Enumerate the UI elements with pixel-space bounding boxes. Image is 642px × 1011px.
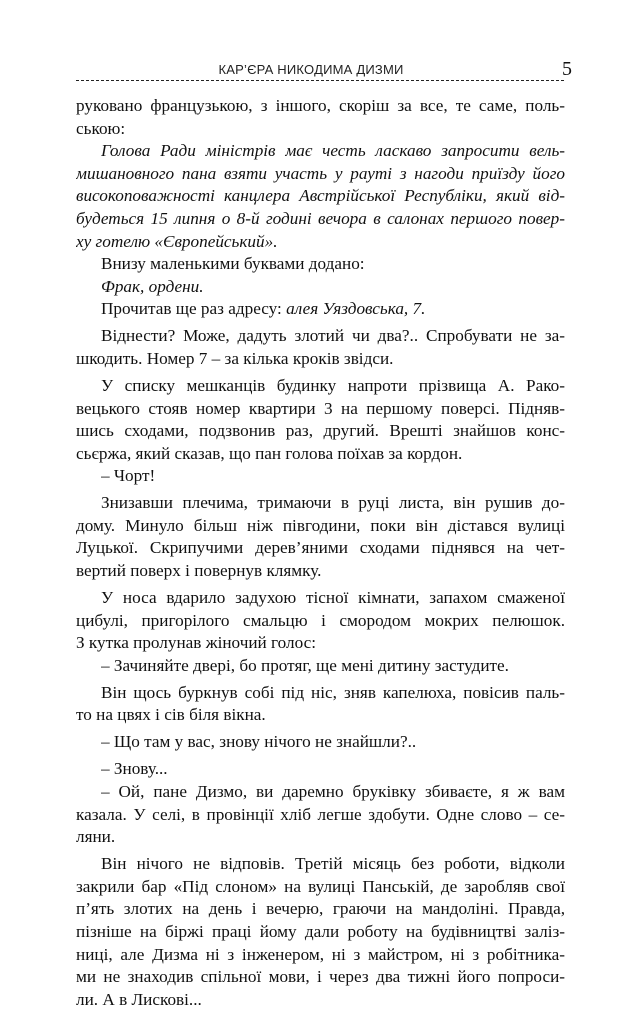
- text-line: вертий поверх і повернув клямку.: [76, 561, 322, 581]
- header-dashed-rule: [76, 80, 564, 81]
- text-line: [101, 298, 565, 321]
- text-line: Голова Ради міністрів має честь ласкаво запросити вель-: [101, 141, 565, 161]
- text-line: – Знову...: [101, 759, 168, 779]
- text-line: пізніше на біржі праці йому дали роботу на будівництві заліз-: [76, 921, 565, 941]
- text-span: Прочитав ще раз адресу:: [101, 299, 287, 319]
- running-header: [76, 60, 576, 82]
- text-line: Знизавши плечима, тримаючи в руці листа, він рушив до-: [101, 493, 565, 513]
- text-line: шись сходами, подзвонив раз, другий. Врешті знайшов конс-: [76, 421, 565, 441]
- text-line: – Чорт!: [101, 466, 156, 486]
- text-line: високоповажності канцлера Австрійської Республіки, який від-: [76, 186, 565, 206]
- text-line: Він нічого не відповів. Третій місяць без роботи, відколи: [101, 854, 565, 874]
- text-line: дому. Минуло більш ніж півгодини, поки він дістався вулиці: [76, 515, 565, 535]
- text-line: шкодить. Номер 7 – за кілька кроків звідси.: [76, 348, 394, 368]
- text-line: ською:: [76, 118, 126, 138]
- text-line: мишановного пана взяти участь у рауті з нагоди приїзду його: [76, 163, 565, 183]
- text-line: – Зачиняйте двері, бо протяг, ще мені дитину застудите.: [101, 655, 509, 675]
- text-line: ли. А в Лискові...: [76, 989, 202, 1009]
- text-line: сьєржа, який сказав, що пан голова поїхав за кордон.: [76, 443, 463, 463]
- text-line: Луцької. Скрипучими дерев’яними сходами піднявся на чет-: [76, 538, 565, 558]
- text-line: то на цвях і сів біля вікна.: [76, 705, 266, 725]
- text-line: руковано французькою, з іншого, скоріш за все, те саме, поль-: [76, 96, 565, 115]
- text-line: казала. У селі, в провінції хліб легше здобути. Одне слово – се-: [76, 804, 565, 824]
- text-line: Він щось буркнув собі під ніс, зняв капелюха, повісив паль-: [101, 682, 565, 702]
- page-number: 5: [562, 58, 572, 80]
- text-line: вецького стояв номер квартири 3 на першому поверсі. Підняв-: [76, 398, 565, 418]
- running-title: КАР’ЄРА НИКОДИМА ДИЗМИ: [218, 62, 404, 77]
- text-line: – Що там у вас, знову нічого не знайшли?..: [101, 732, 417, 752]
- text-line: закрили бар «Під слоном» на вулиці Панській, де заробляв свої: [76, 876, 565, 896]
- text-line: З кутка пролунав жіночий голос:: [76, 633, 317, 653]
- text-line: У списку мешканців будинку напроти прізвища А. Рако-: [101, 375, 565, 395]
- italic-span: алея Уяздовська, 7.: [286, 299, 426, 319]
- text-line: ху готелю «Європейський».: [76, 231, 278, 251]
- text-line: цибулі, пригорілого смальцю і смородом мокрих пелюшок.: [76, 610, 565, 630]
- text-line: Віднести? Може, дадуть злотий чи два?.. Спробувати не за-: [101, 326, 565, 346]
- text-line: У носа вдарило задухою тісної кімнати, запахом смаженої: [101, 588, 565, 608]
- text-line: будеться 15 липня о 8-й годині вечора в салонах першого повер-: [76, 208, 565, 228]
- text-line: ниці, але Дизма ні з інженером, ні з майстром, ні з робітника-: [76, 944, 565, 964]
- body-text: [76, 95, 565, 1011]
- text-line: ляни.: [76, 827, 116, 847]
- text-line: п’ять злотих на день і вечерю, граючи на мандоліні. Правда,: [76, 899, 565, 919]
- text-line: Внизу маленькими буквами додано:: [101, 254, 365, 274]
- text-line: Фрак, ордени.: [101, 276, 204, 296]
- text-line: ми не знаходив спільної мови, і через два тижні його попроси-: [76, 967, 565, 987]
- text-line: – Ой, пане Дизмо, ви даремно бруківку збиваєте, я ж вам: [101, 781, 565, 801]
